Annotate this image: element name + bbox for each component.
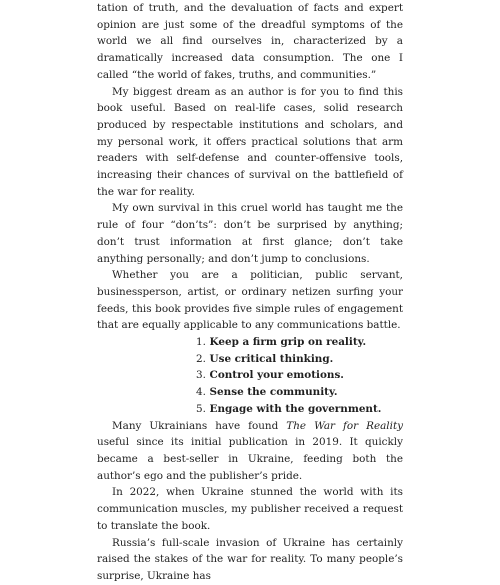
paragraph-5 [97, 418, 403, 485]
rule-text: Sense the community. [209, 386, 338, 399]
rule-text: Control your emotions. [209, 369, 344, 382]
rule-item [196, 334, 403, 351]
rule-item [196, 351, 403, 368]
paragraph-6: In 2022, when Ukraine stunned the world with its communication muscles, my publisher received a request to translate the book. [97, 486, 403, 532]
rule-number: 2. [196, 352, 206, 365]
book-title: The War for Reality [286, 419, 403, 432]
paragraph-1: tation of truth, and the devaluation of facts and expert opinion are just some of the dreadful symptoms of the world we all find ourselves in, characterized by a dramatically increased data consumption. The one I called “the world of fakes, truths, and communities.” [97, 2, 403, 81]
rules-of-engagement-list [97, 334, 403, 418]
rule-number: 3. [196, 369, 206, 382]
paragraph-2: My biggest dream as an author is for you to find this book useful. Based on real-life cases, solid research produced by respectable institutions and scholars, and my personal work, it offers practical solutions that arm readers with self-defense and counter-offensive tools, increasing their chances of survival on the battlefield of the war for reality. [97, 85, 403, 198]
rule-number: 4. [196, 386, 206, 399]
rule-item [196, 367, 403, 384]
rule-item [196, 401, 403, 418]
paragraph-7: Russia’s full-scale invasion of Ukraine has certainly raised the stakes of the war for reality. To many people’s surprise, Ukraine has [97, 536, 403, 582]
rule-text: Use critical thinking. [209, 352, 334, 365]
rule-number: 1. [196, 336, 206, 349]
paragraph-5-end: useful since its initial publication in 2019. It quickly became a best-seller in Ukraine, feeding both the author’s ego and the publisher’s pride. [97, 436, 403, 482]
paragraph-4: Whether you are a politician, public servant, businessperson, artist, or ordinary netizen surfing your feeds, this book provides five simple rules of engagement that are equally applicable to any communications battle. [97, 269, 403, 332]
rule-text: Engage with the government. [209, 402, 382, 415]
rule-item [196, 384, 403, 401]
rule-number: 5. [196, 402, 206, 415]
text-column [97, 0, 403, 585]
rule-text: Keep a firm grip on reality. [209, 336, 367, 349]
paragraph-5-start: Many Ukrainians have found [112, 419, 287, 432]
paragraph-3: My own survival in this cruel world has taught me the rule of four “don’ts”: don’t be surprised by anything; don’t trust information at first glance; don’t take anything personally; and don’t jump to conclusions. [97, 202, 403, 265]
